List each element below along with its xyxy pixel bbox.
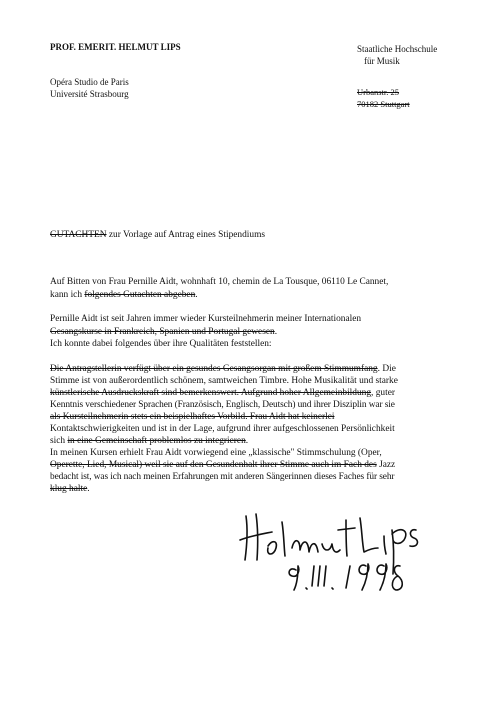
para2-line1: Pernille Aidt ist seit Jahren immer wieder Kursteilnehmerin meiner Internationalen xyxy=(50,314,362,324)
para2-line3: Ich konnte dabei folgendes über ihre Qualitäten feststellen: xyxy=(50,339,272,349)
document-subject xyxy=(50,229,265,241)
institution-city: 70182 Stuttgart xyxy=(357,99,410,109)
para3-line9 xyxy=(50,459,395,471)
para1-line2 xyxy=(50,289,198,301)
institution-name: Staatliche Hochschule xyxy=(357,44,438,54)
institution-subname: für Musik xyxy=(364,56,400,66)
sender-affiliation-1: Opéra Studio de Paris xyxy=(50,77,129,87)
para1-l2-struck: folgendes Gutachten abgeben xyxy=(84,290,196,300)
para3-l7b: . xyxy=(245,436,249,446)
para3-l7-struck: in eine Gemeinschaft problemlos zu integrieren xyxy=(67,436,246,446)
para3-line7 xyxy=(50,435,248,447)
sender-affiliation-2: Université Strasbourg xyxy=(50,89,129,99)
para3-l3b: , guter xyxy=(371,388,395,398)
para2-l2-struck: Gesangskurse in Frankreich, Spanien und Portugal gewesen xyxy=(50,327,275,337)
para3-l5-struck: als Kursteilnehmerin stets ein beispielhaftes Vorbild. Frau Aidt hat keinerlei xyxy=(50,412,335,422)
para2-line2 xyxy=(50,326,277,338)
para3-l9b: Jazz xyxy=(376,460,396,470)
para3-line10: bedacht ist, was ich nach meinen Erfahrungen mit anderen Sängerinnen dieses Faches für sehr xyxy=(50,472,395,482)
para3-line11 xyxy=(50,483,90,495)
para3-line6: Kontaktschwierigkeiten und ist in der Lage, aufgrund ihrer aufgeschlossenen Persönlichkeit xyxy=(50,424,395,434)
institution-street: Urbanstr. 25 xyxy=(357,87,400,97)
para3-line1 xyxy=(50,363,396,375)
para3-line8: In meinen Kursen erhielt Frau Aidt vorwiegend eine „klassische" Stimmschulung (Oper, xyxy=(50,448,382,458)
sender-name: PROF. EMERIT. HELMUT LIPS xyxy=(50,42,181,52)
para3-l7a: sich xyxy=(50,436,68,446)
subject-rest: zur Vorlage auf Antrag eines Stipendiums xyxy=(106,230,266,240)
para3-l1-struck: Die Antragstellerin verfügt über ein gesundes Gesangsorgan mit großem Stimmumfang xyxy=(50,364,378,374)
para1-line1: Auf Bitten von Frau Pernille Aidt, wohnhaft 10, chemin de La Tousque, 06110 Le Cannet, xyxy=(50,277,389,287)
para1-l2a: kann ich xyxy=(50,290,85,300)
para1-l2b: . xyxy=(195,290,198,300)
para3-line4: Kenntnis verschiedener Sprachen (Französisch, Englisch, Deutsch) und ihrer Disziplin war sie xyxy=(50,400,395,410)
para3-line3 xyxy=(50,387,395,399)
para3-l11-struck: klug halte xyxy=(50,484,88,494)
para3-l11b: . xyxy=(87,484,90,494)
subject-word: GUTACHTEN xyxy=(50,230,107,240)
para3-l3-struck: künstlerische Ausdruckskraft sind bemerkenswert. Aufgrund hoher Allgemeinbildung xyxy=(50,388,372,398)
para3-line2: Stimme ist von außerordentlich schönem, samtweichen Timbre. Hohe Musikalität und starke xyxy=(50,376,398,386)
para2-l2b: . xyxy=(274,327,278,337)
para3-l9-struck: Operette, Lied, Musical) weil sie auf den Gesundenhalt ihrer Stimme auch im Fach des xyxy=(50,460,377,470)
para3-line5 xyxy=(50,411,335,423)
para3-l1b: . Die xyxy=(377,364,396,374)
